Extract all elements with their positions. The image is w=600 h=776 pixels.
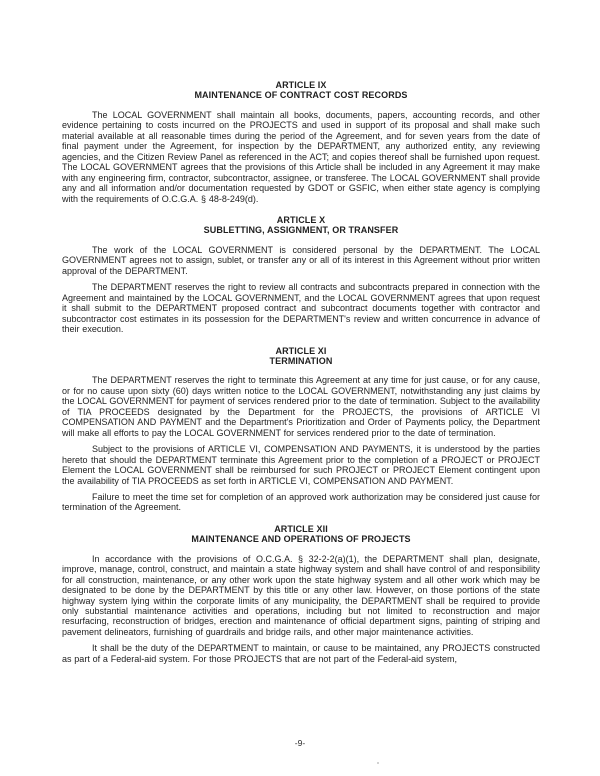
article-ix-paragraph-1: The LOCAL GOVERNMENT shall maintain all books, documents, papers, accounting records, and other evidence pertaining to costs incurred on the PROJECTS and used in support of its proposal and shall make such material available at all reasonable times during the period of the Agreement, and for seven years from the date of final payment under the Agreement, for inspection by the DEPARTMENT, any authorized entity, any reviewing agencies, and the Citizen Review Panel as referenced in the ACT; and copies thereof shall be furnished upon request. The LOCAL GOVERNMENT agrees that the provisions of this Article shall be included in any Agreement it may make with any engineering firm, contractor, subcontractor, assignee, or transferee. The LOCAL GOVERNMENT shall provide any and all information and/or documentation requested by GDOT or GSFIC, when either state agency is complying with the requirements of O.C.G.A. § 48-8-249(d). (62, 109, 540, 204)
article-x-number: ARTICLE X (276, 214, 326, 225)
article-xi-title: TERMINATION (269, 355, 333, 366)
article-xii-heading (62, 524, 540, 545)
page-number: -9- (294, 738, 306, 748)
article-xi-heading (62, 346, 540, 367)
article-x-paragraph-2: The DEPARTMENT reserves the right to review all contracts and subcontracts prepared in connection with the Agreement and maintained by the LOCAL GOVERNMENT, and the LOCAL GOVERNMENT agrees that upon request it shall submit to the DEPARTMENT proposed contract and subcontract documents together with contractor and subcontractor cost estimates in its possession for the DEPARTMENT's review and written concurrence in advance of their execution. (62, 282, 540, 335)
article-x-title: SUBLETTING, ASSIGNMENT, OR TRANSFER (203, 225, 399, 236)
scan-artifact-dot (377, 762, 379, 764)
article-xii-paragraph-2: It shall be the duty of the DEPARTMENT to maintain, or cause to be maintained, any PROJECTS constructed as part of a Federal-aid system. For those PROJECTS that are not part of the Federal-aid system, (62, 643, 540, 664)
contract-text-block (62, 80, 540, 670)
article-xii-number: ARTICLE XII (274, 523, 328, 534)
article-xi-number: ARTICLE XI (275, 345, 327, 356)
article-x-paragraph-1: The work of the LOCAL GOVERNMENT is considered personal by the DEPARTMENT. The LOCAL GOVERNMENT agrees not to assign, sublet, or transfer any or all of its interest in this Agreement without prior written approval of the DEPARTMENT. (62, 244, 540, 276)
article-ix-title: MAINTENANCE OF CONTRACT COST RECORDS (194, 90, 408, 101)
article-xi-paragraph-3: Failure to meet the time set for completion of an approved work authorization may be considered just cause for termination of the Agreement. (62, 491, 540, 513)
article-xi-paragraph-2: Subject to the provisions of ARTICLE VI, COMPENSATION AND PAYMENTS, it is understood by the parties hereto that should the DEPARTMENT terminate this Agreement prior to the completion of a PROJECT or PROJECT Element the LOCAL GOVERNMENT shall be reimbursed for such PROJECT or PROJECT Element contingent upon the availability of TIA PROCEEDS as set forth in ARTICLE VI, COMPENSATION AND PAYMENT. (62, 444, 540, 486)
article-xi-paragraph-1: The DEPARTMENT reserves the right to terminate this Agreement at any time for just cause, or for any cause, or for no cause upon sixty (60) days written notice to the LOCAL GOVERNMENT, notwithstanding any just claims by the LOCAL GOVERNMENT for payment of services rendered prior to the date of termination. Subject to the availability of TIA PROCEEDS designated by the Department for the PROJECTS, the provisions of ARTICLE VI COMPENSATION AND PAYMENT and the Department's Prioritization and Order of Payments policy, the Department will make all efforts to pay the LOCAL GOVERNMENT for services rendered prior to the date of termination. (62, 375, 540, 438)
article-x-heading (62, 215, 540, 236)
article-ix-number: ARTICLE IX (275, 80, 327, 90)
article-ix-heading (62, 80, 540, 101)
article-xii-title: MAINTENANCE AND OPERATIONS OF PROJECTS (191, 534, 411, 545)
article-xii-paragraph-1: In accordance with the provisions of O.C.G.A. § 32-2-2(a)(1), the DEPARTMENT shall plan, designate, improve, manage, control, construct, and maintain a state highway system and shall have control of and responsibility for all construction, maintenance, or any other work upon the state highway system and all other work which may be designated to be done by the DEPARTMENT by this title or any other law. However, on those portions of the state highway system lying within the corporate limits of any municipality, the DEPARTMENT shall be required to provide only substantial maintenance activities and operations, including but not limited to reconstruction and major resurfacing, reconstruction of bridges, erection and maintenance of official department signs, painting of striping and pavement delineators, furnishing of guardrails and bridge rails, and other major maintenance activities. (62, 553, 540, 637)
